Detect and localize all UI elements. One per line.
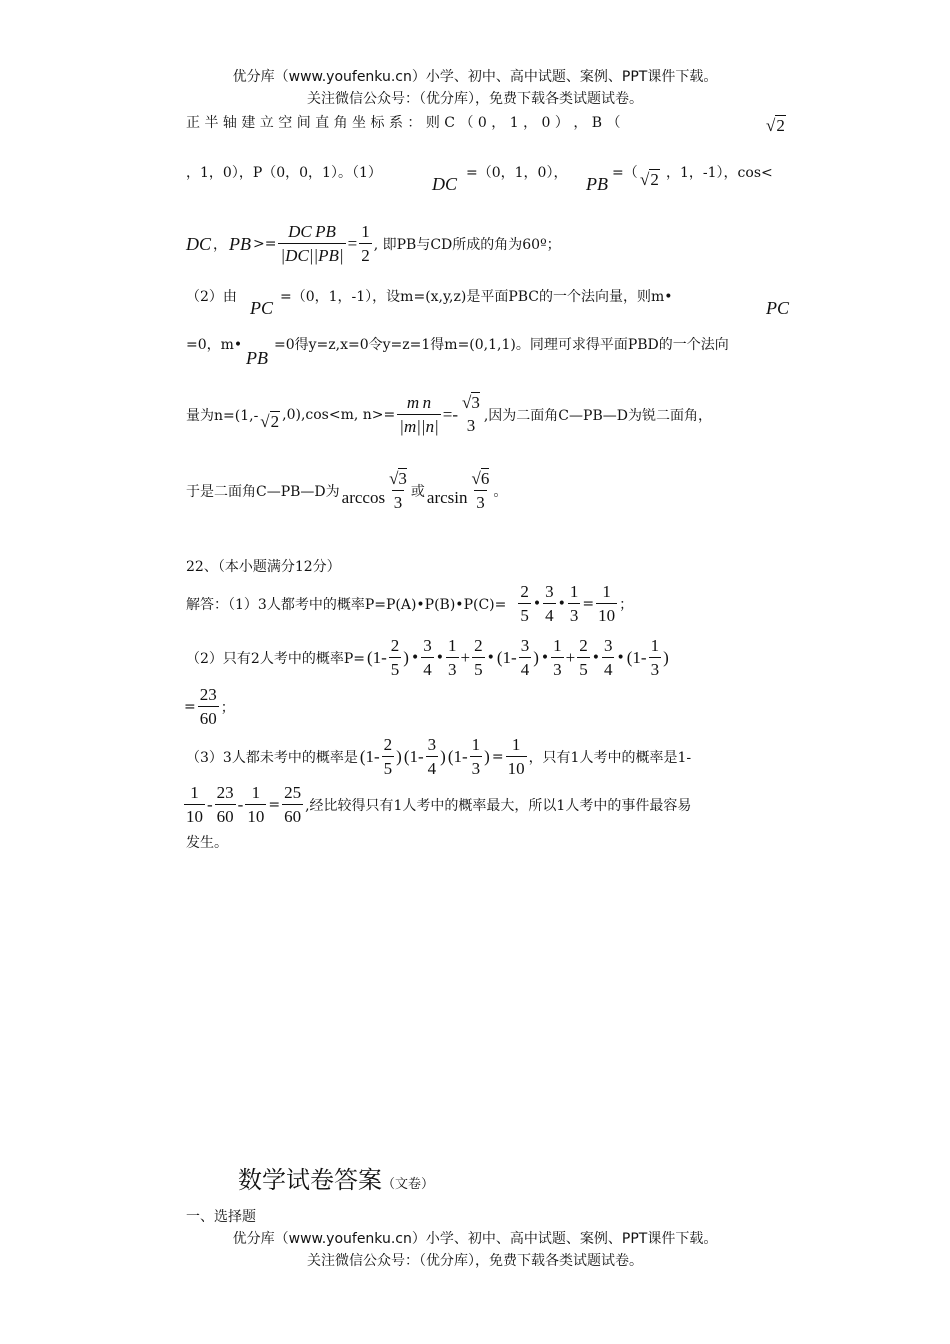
denominator: 3: [466, 416, 476, 435]
denominator: 3: [649, 657, 662, 682]
answer-subtitle: （文卷）: [382, 1177, 435, 1192]
q21-line-3: [186, 214, 563, 274]
rparen: ): [533, 648, 539, 667]
numerator: 3: [603, 635, 613, 655]
numerator: 3: [423, 635, 432, 655]
frac-2-5: [472, 635, 485, 682]
frac-1-3: [649, 635, 662, 682]
numerator: m n: [406, 392, 432, 412]
denominator: 3: [568, 603, 581, 628]
frac-1-3: [551, 635, 564, 682]
dot: •: [410, 650, 420, 666]
q22-part-1: [186, 578, 635, 630]
one-minus: (1-: [626, 648, 647, 667]
answer-title: 数学试卷答案: [238, 1166, 382, 1194]
frac-1-10: [506, 734, 527, 781]
rparen: ): [403, 648, 409, 667]
denominator: 5: [472, 657, 485, 682]
sqrt-expression: √2: [640, 170, 659, 189]
vector-pb: PB: [229, 233, 252, 254]
rparen: ): [484, 747, 490, 766]
frac-23-60: [215, 782, 236, 829]
dot: •: [532, 596, 542, 612]
mn-fraction: [397, 392, 441, 439]
p1-frac-3: [568, 581, 581, 628]
dot: •: [591, 650, 600, 666]
radicand: 3: [471, 393, 480, 412]
numerator: √3: [389, 468, 407, 488]
q22-part-1-text: 解答：（1）3人都考中的概率P=P(A)•P(B)•P(C)=: [186, 597, 507, 613]
gt-eq: >=: [253, 236, 277, 252]
one-minus: (1-: [496, 648, 517, 667]
semicolon: ；: [220, 700, 235, 716]
one-minus: (1-: [366, 648, 387, 667]
q21-line-4b: =（0，1，-1），设m=(x,y,z)是平面PBC的一个法向量，则m•: [280, 289, 673, 305]
q22-part-3-text-c: ,经比较得只有1人考中的概率最大，所以1人考中的事件最容易: [305, 798, 692, 814]
footer-line-1: 优分库（www.youfenku.cn）小学、初中、高中试题、案例、PPT课件下载。: [232, 1231, 718, 1247]
q21-line-7: [186, 460, 509, 522]
half-fraction: [359, 221, 372, 268]
frac-2-5: [382, 734, 395, 781]
numerator: 2: [474, 635, 483, 655]
frac-1-3: [470, 734, 483, 781]
comma: ，: [213, 237, 228, 253]
p1-frac-1: [518, 581, 531, 628]
numerator: 1: [553, 635, 562, 655]
q22-part-2-result: [184, 682, 237, 732]
q22-part-3-text: （3）3人都未考中的概率是: [186, 750, 358, 766]
minus: -: [207, 795, 213, 814]
q21-line-7a: 于是二面角C—PB—D为: [186, 484, 340, 500]
denominator: 5: [382, 756, 395, 781]
frac-2-5: [389, 635, 402, 682]
den-b: PB: [318, 245, 339, 265]
dot: •: [616, 650, 625, 666]
q21-line-6b: ,0),cos<m, n>=: [282, 407, 396, 423]
q22-part-3-end: 发生。: [186, 835, 228, 851]
arccos-fraction: [387, 468, 409, 515]
minus: -: [237, 795, 244, 814]
numerator: √6: [471, 468, 490, 488]
denominator: |DC||PB|: [278, 243, 345, 268]
dot: •: [486, 650, 495, 666]
numerator: 1: [569, 581, 579, 601]
q21-line-5a: =0，m•: [186, 337, 243, 353]
one-minus: (1-: [403, 747, 424, 766]
rparen: ): [663, 648, 669, 667]
frac-23-60: [198, 684, 219, 731]
q21-line-2c: =（: [612, 165, 638, 181]
frac-1-10: [245, 782, 266, 829]
numerator: 2: [383, 734, 393, 754]
denominator: 4: [602, 657, 615, 682]
q22-title: 22、（本小题满分12分）: [186, 559, 341, 575]
radicand: 2: [776, 116, 785, 135]
denominator: 10: [506, 756, 527, 781]
denominator: 60: [198, 706, 219, 731]
numerator: 1: [471, 734, 481, 754]
eq-minus: =-: [442, 405, 459, 424]
denominator: 10: [184, 804, 205, 829]
footer-line-2: 关注微信公众号：（优分库），免费下载各类试题试卷。: [307, 1253, 643, 1269]
denominator: 4: [426, 756, 439, 781]
numerator: 3: [427, 734, 437, 754]
numerator: 1: [251, 782, 261, 802]
frac-3-4: [426, 734, 439, 781]
header-line-2: 关注微信公众号：（优分库），免费下载各类试题试卷。: [307, 91, 643, 107]
numerator: 2: [390, 635, 400, 655]
denominator: 3: [551, 657, 564, 682]
radicand: 2: [270, 412, 280, 431]
numerator: 1: [448, 635, 457, 655]
vector-pc: PC: [250, 298, 274, 318]
numerator: √3: [462, 393, 480, 412]
denominator: 5: [577, 657, 590, 682]
q21-line-2b: =（0，1，0），: [466, 165, 568, 181]
denominator: 60: [215, 804, 236, 829]
q21-line-6a: 量为n=(1,-: [186, 408, 259, 424]
q22-part-3-text-b: ，只有1人考中的概率是1-: [528, 750, 692, 766]
numerator: 2: [520, 581, 529, 601]
numerator: 1: [361, 221, 370, 241]
frac-25-60: [282, 782, 303, 829]
q21-line-1-text: 正 半 轴 建 立 空 间 直 角 坐 标 系 ： 则 C （ 0 ， 1 ， 0 ） ， B （: [186, 115, 621, 131]
q22-part-2-text: （2）只有2人考中的概率P=: [186, 651, 365, 667]
frac-3-4: [602, 635, 615, 682]
frac-3-4: [519, 635, 532, 682]
q21-line-2d: ，1，-1），cos<: [666, 165, 773, 181]
dot: •: [557, 596, 566, 612]
arcsin: arcsin: [426, 488, 468, 507]
radicand: 3: [398, 468, 407, 488]
sqrt2-b: [766, 116, 786, 136]
denominator: 60: [282, 804, 303, 829]
vector-pc-2: PC: [766, 298, 790, 318]
numerator: DC PB: [288, 221, 336, 241]
frac-1-10: [184, 782, 205, 829]
denominator: 10: [596, 603, 617, 628]
radicand: 6: [480, 468, 490, 488]
period: 。: [493, 484, 508, 500]
p1-frac-4: [596, 581, 617, 628]
dot: •: [435, 650, 444, 666]
denominator: 3: [470, 756, 483, 781]
q21-line-5b: =0得y=z,x=0令y=z=1得m=(0,1,1)。同理可求得平面PBD的一个法向: [274, 337, 729, 353]
header-line-1: 优分库（www.youfenku.cn）小学、初中、高中试题、案例、PPT课件下载。: [232, 69, 718, 85]
frac-1-3: [446, 635, 459, 682]
or-text: 或: [410, 484, 425, 500]
vector-pb: PB: [586, 174, 608, 194]
numerator: 1: [650, 635, 660, 655]
numerator: 3: [545, 581, 554, 601]
one-minus: (1-: [359, 747, 380, 766]
sqrt-expression: √2: [766, 116, 785, 135]
semicolon: ；: [619, 597, 634, 613]
sqrt-expression: √2: [260, 412, 280, 431]
dot: •: [540, 650, 550, 666]
denominator: 4: [543, 603, 556, 628]
equals: =: [184, 699, 196, 715]
sqrt2-pb: [640, 170, 660, 190]
denominator: 3: [392, 490, 405, 515]
arcsin-fraction: [470, 468, 492, 515]
den-a: DC: [285, 245, 309, 265]
vector-pb-2: PB: [246, 348, 268, 368]
denominator: |m||n|: [397, 414, 441, 439]
plus: +: [460, 648, 471, 667]
equals: =: [268, 797, 281, 813]
numerator: 2: [579, 635, 588, 655]
numerator: 23: [199, 684, 217, 704]
cos-fraction: [278, 221, 345, 268]
numerator: 23: [216, 782, 234, 802]
section-choice: 一、选择题: [186, 1209, 256, 1225]
denominator: 3: [474, 490, 487, 515]
denominator: 4: [421, 657, 434, 682]
q21-line-3-text: , 即PB与CD所成的角为60º；: [373, 237, 561, 253]
rparen: ): [440, 747, 446, 766]
numerator: 3: [520, 635, 530, 655]
denominator: 5: [518, 603, 531, 628]
q21-line-2a: ，1，0），P（0，0，1）。（1）: [186, 165, 382, 181]
sqrt3-over-3: [460, 392, 482, 438]
numerator: 1: [190, 782, 199, 802]
vector-dc: DC: [432, 174, 458, 194]
denominator: 10: [245, 804, 266, 829]
radicand: 2: [650, 170, 659, 189]
vector-dc: DC: [186, 233, 212, 254]
den-a: m: [403, 416, 417, 436]
q21-line-6: [186, 384, 714, 446]
denominator: 3: [446, 657, 459, 682]
rparen: ): [396, 747, 402, 766]
equals: =: [491, 749, 504, 765]
equals: =: [347, 234, 358, 253]
q22-part-2: [186, 632, 671, 684]
denominator: 2: [359, 243, 372, 268]
plus: +: [565, 648, 576, 667]
denominator: 5: [389, 657, 402, 682]
q22-part-3-line-2: [184, 780, 693, 830]
equals: =: [582, 596, 595, 612]
numerator: 1: [602, 581, 611, 601]
q21-line-4a: （2）由: [186, 289, 237, 305]
denominator: 4: [519, 657, 532, 682]
frac-3-4: [421, 635, 434, 682]
one-minus: (1-: [447, 747, 468, 766]
numerator: 1: [511, 734, 521, 754]
q22-part-3: [186, 732, 693, 782]
p1-frac-2: [543, 581, 556, 628]
numerator: 25: [284, 782, 302, 802]
q21-line-1: [186, 112, 621, 132]
den-b: n: [425, 416, 435, 436]
answer-heading: [238, 1160, 434, 1195]
q21-line-6d: ,因为二面角C—PB—D为锐二面角，: [483, 408, 712, 424]
arccos: arccos: [341, 488, 386, 507]
frac-2-5: [577, 635, 590, 682]
